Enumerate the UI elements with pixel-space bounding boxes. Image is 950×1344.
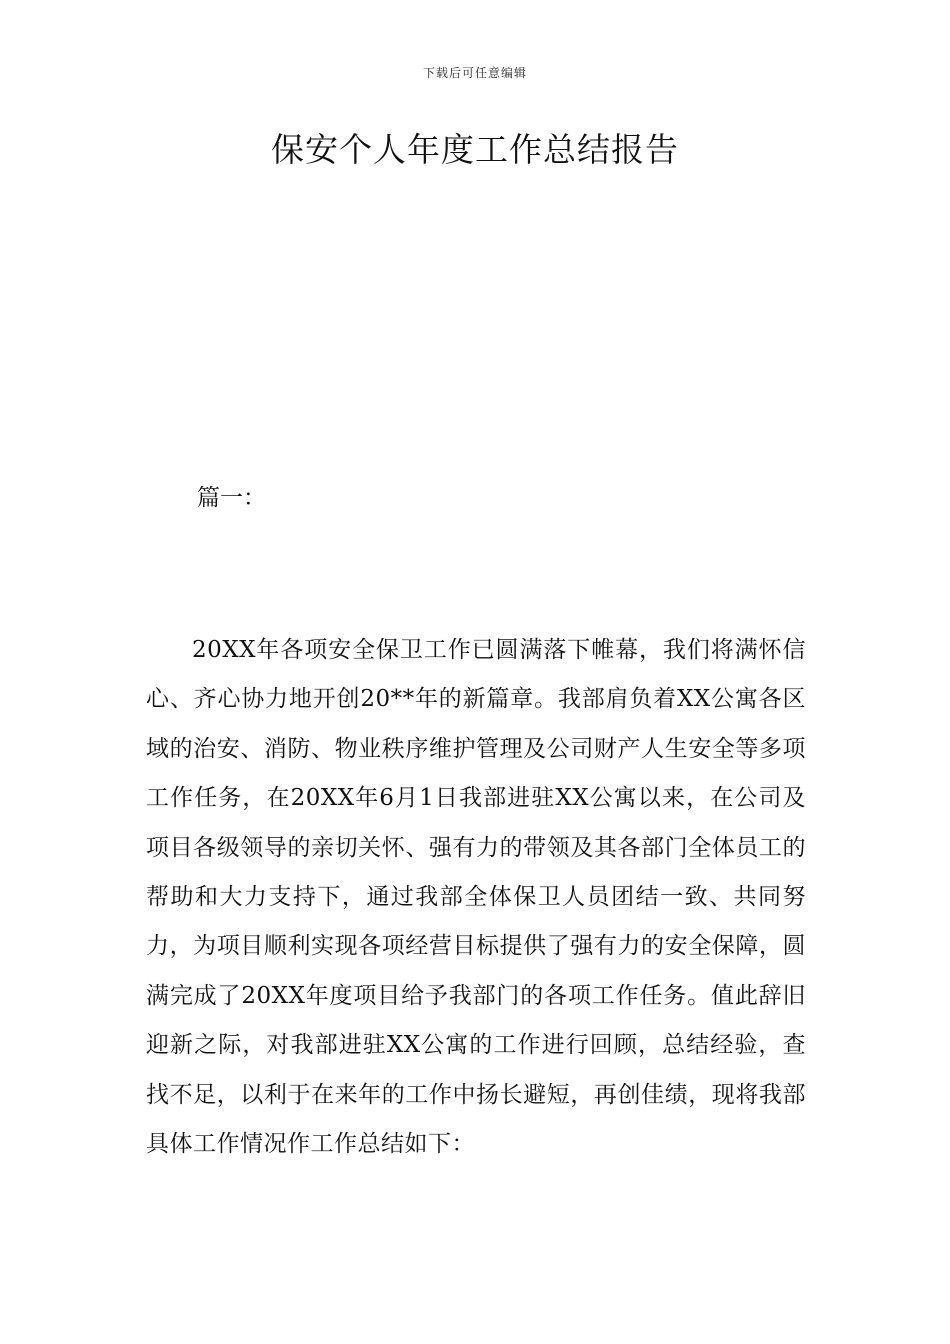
section-label: 篇一： [197, 485, 266, 511]
body-paragraph: 20XX年各项安全保卫工作已圆满落下帷幕，我们将满怀信心、齐心协力地开创20**年的新篇章。我部肩负着XX公寓各区域的治安、消防、物业秩序维护管理及公司财产人生安全等多项工作任务，在20XX年6月1日我部进驻XX公寓以来，在公司及项目各级领导的亲切关怀、强有力的带领及其各部门全体员工的帮助和大力支持下，通过我部全体保卫人员团结一致、共同努力，为项目顺利实现各项经营目标提供了强有力的安全保障，圆满完成了20XX年度项目给予我部门的各项工作任务。值此辞旧迎新之际，对我部进驻XX公寓的工作进行回顾，总结经验，查找不足，以利于在来年的工作中扬长避短，再创佳绩，现将我部具体工作情况作工作总结如下： [146, 637, 806, 1158]
document-title: 保安个人年度工作总结报告 [271, 130, 679, 169]
header-note: 下载后可任意编辑 [422, 66, 527, 80]
